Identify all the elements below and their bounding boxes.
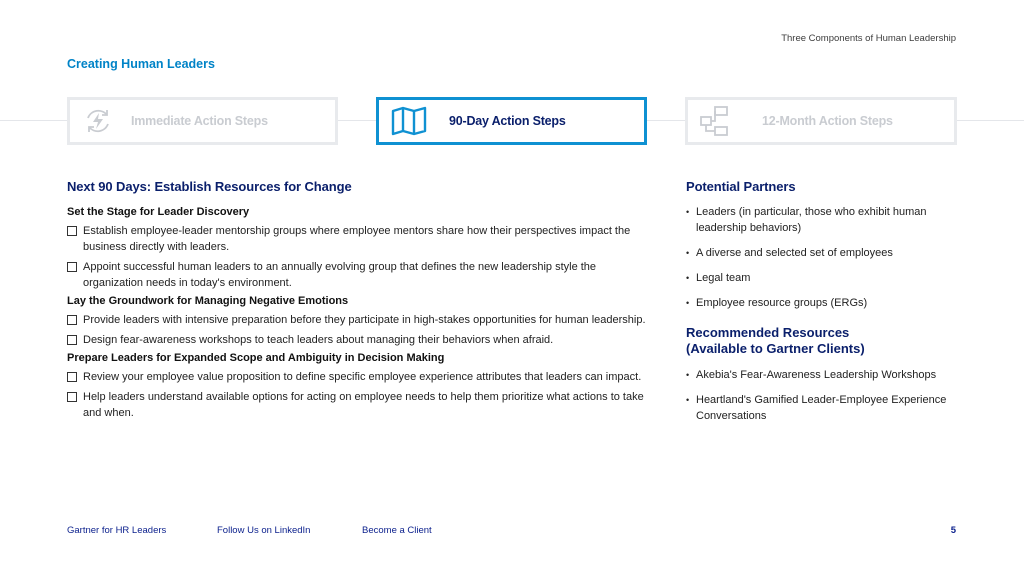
tab-label: Immediate Action Steps bbox=[131, 114, 268, 128]
flowchart-icon bbox=[696, 103, 736, 139]
checkbox[interactable] bbox=[67, 315, 77, 325]
step-group bbox=[67, 295, 652, 348]
checkbox[interactable] bbox=[67, 335, 77, 345]
tab-12-month-action-steps[interactable] bbox=[685, 97, 957, 145]
resource-text: Heartland's Gamified Leader-Employee Experience Conversations bbox=[696, 394, 947, 422]
bullet-icon: • bbox=[686, 248, 690, 258]
partner-item bbox=[686, 270, 966, 286]
deck-title: Three Components of Human Leadership bbox=[781, 33, 956, 44]
resources-heading bbox=[686, 325, 966, 357]
bullet-icon: • bbox=[686, 273, 690, 283]
map-icon bbox=[389, 103, 429, 139]
list-item-text: Establish employee-leader mentorship groups where employee mentors share how their perspectives impact the business directly with leaders. bbox=[83, 225, 631, 253]
resource-item bbox=[686, 392, 966, 424]
resources-heading-line-1: Recommended Resources bbox=[686, 325, 850, 340]
footer-link-linkedin[interactable]: Follow Us on LinkedIn bbox=[217, 525, 311, 536]
resource-item bbox=[686, 367, 966, 383]
partner-text: Employee resource groups (ERGs) bbox=[696, 297, 868, 309]
checkbox[interactable] bbox=[67, 226, 77, 236]
list-item bbox=[67, 369, 652, 385]
lightning-cycle-icon bbox=[78, 103, 118, 139]
partners-heading: Potential Partners bbox=[686, 179, 796, 194]
list-item-text: Review your employee value proposition to define specific employee experience attributes that leaders can impact. bbox=[83, 371, 642, 383]
bullet-icon: • bbox=[686, 395, 690, 405]
list-item bbox=[67, 259, 652, 291]
action-steps-content bbox=[67, 179, 652, 425]
tab-immediate-action-steps[interactable] bbox=[67, 97, 338, 145]
resource-text: Akebia's Fear-Awareness Leadership Workshops bbox=[696, 369, 937, 381]
sidebar bbox=[686, 179, 966, 433]
page-number: 5 bbox=[950, 525, 956, 536]
checkbox[interactable] bbox=[67, 372, 77, 382]
partner-text: Legal team bbox=[696, 272, 751, 284]
list-item bbox=[67, 223, 652, 255]
bullet-icon: • bbox=[686, 370, 690, 380]
list-item-text: Provide leaders with intensive preparation before they participate in high-stakes opportunities for human leadership. bbox=[83, 314, 646, 326]
list-item bbox=[67, 312, 652, 328]
list-item-text: Design fear-awareness workshops to teach leaders about managing their behaviors when afraid. bbox=[83, 334, 554, 346]
content-heading: Next 90 Days: Establish Resources for Change bbox=[67, 179, 352, 194]
tab-label: 90-Day Action Steps bbox=[449, 114, 566, 128]
bullet-icon: • bbox=[686, 207, 690, 217]
checkbox[interactable] bbox=[67, 262, 77, 272]
bullet-icon: • bbox=[686, 298, 690, 308]
partner-text: Leaders (in particular, those who exhibit human leadership behaviors) bbox=[696, 206, 927, 234]
step-group bbox=[67, 352, 652, 421]
list-item-text: Help leaders understand available options for acting on employee needs to help them prioritize what actions to take and when. bbox=[83, 391, 644, 419]
resources-heading-line-2: (Available to Gartner Clients) bbox=[686, 341, 865, 356]
partner-text: A diverse and selected set of employees bbox=[696, 247, 893, 259]
step-group bbox=[67, 206, 652, 291]
partner-item bbox=[686, 245, 966, 261]
list-item bbox=[67, 389, 652, 421]
group-title: Set the Stage for Leader Discovery bbox=[67, 206, 250, 218]
partner-item bbox=[686, 295, 966, 311]
group-title: Lay the Groundwork for Managing Negative Emotions bbox=[67, 295, 349, 307]
tab-90-day-action-steps[interactable] bbox=[376, 97, 647, 145]
tab-label: 12-Month Action Steps bbox=[762, 114, 893, 128]
footer-link-become-client[interactable]: Become a Client bbox=[362, 525, 432, 536]
footer-link-gartner-hr[interactable]: Gartner for HR Leaders bbox=[67, 525, 167, 536]
group-title: Prepare Leaders for Expanded Scope and Ambiguity in Decision Making bbox=[67, 352, 445, 364]
list-item-text: Appoint successful human leaders to an annually evolving group that defines the new leadership style the organization needs in today's environment. bbox=[83, 261, 597, 289]
list-item bbox=[67, 332, 652, 348]
section-title: Creating Human Leaders bbox=[67, 57, 215, 71]
checkbox[interactable] bbox=[67, 392, 77, 402]
partner-item bbox=[686, 204, 966, 236]
